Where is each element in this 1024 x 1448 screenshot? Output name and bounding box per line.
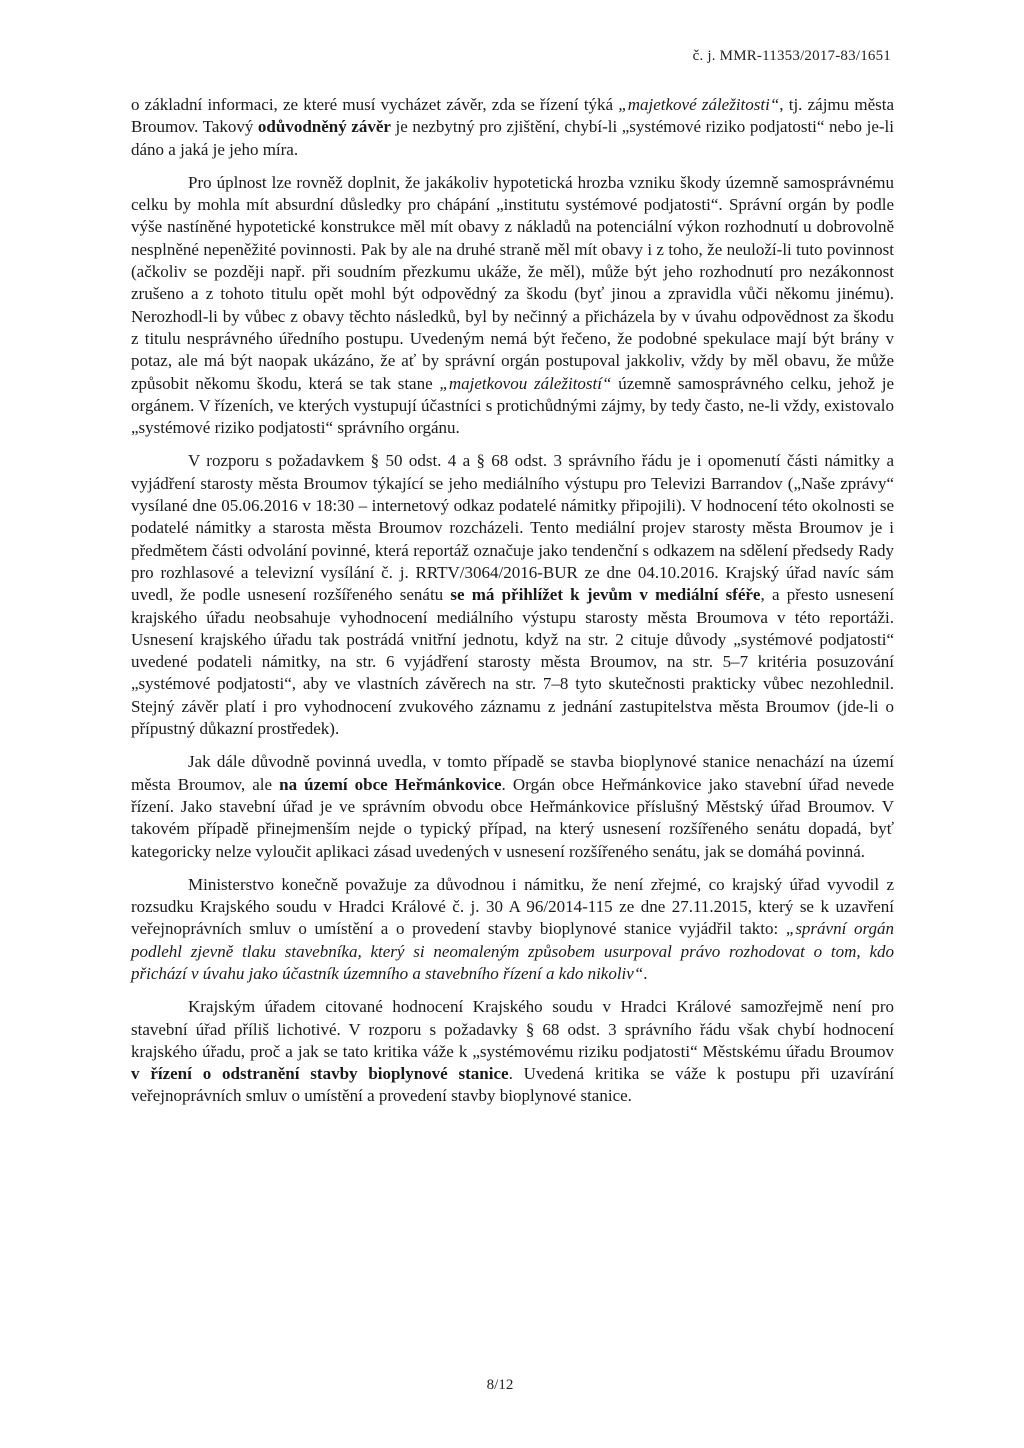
text-run: , a přesto usnesení krajského úřadu neobsahuje vyhodnocení mediálního výstupu starosty města Broumova v této reportáži. Usnesení krajského úřadu tak postrádá vnitřní jednotu, když na str. 2 cituje důvody „systémové podjatosti“ uvedené podateli námitky, na str. 6 vyjádření starosty města Broumov, na str. 5–7 kritéria posuzování „systémové podjatosti“, aby ve vlastních závěrech na str. 7–8 tyto skutečnosti prakticky vůbec nezohlednil. Stejný závěr platí i pro vyhodnocení zvukového záznamu z jednání zastupitelstva města Broumov (jde-li o přípustný důkazní prostředek). xyxy=(131,585,894,739)
page-number: 8/12 xyxy=(486,1377,514,1393)
paragraph xyxy=(131,94,894,161)
text-run: o základní informaci, ze které musí vycházet závěr, zda se řízení týká xyxy=(131,95,619,114)
paragraph xyxy=(131,751,894,862)
text-run: . Orgán obce Heřmánkovice jako stavební úřad nevede řízení. Jako stavební úřad je ve správním obvodu obce Heřmánkovice příslušný Městský úřad Broumov. V takovém případě přinejmenším nejde o typický případ, na který usnesení rozšířeného senátu dopadá, byť kategoricky nelze vyloučit aplikaci zásad uvedených v usnesení rozšířeného senátu, jak se domáhá povinná. xyxy=(131,774,894,861)
quoted-text: „majetkovou záležitostí“ xyxy=(439,373,612,393)
paragraph xyxy=(131,450,894,740)
bold-text: se má přihlížet k jevům v mediální sféře xyxy=(450,585,761,605)
quoted-text: „správní orgán podlehl zjevně tlaku stavebníka, který si neomaleným způsobem usurpoval právo rozhodovat o tom, kdo přichází v úvahu jako účastník územního a stavebního řízení a kdo nikoliv“ xyxy=(131,919,894,983)
bold-text: na území obce Heřmánkovice xyxy=(279,774,502,794)
text-run: , tj. zájmu města Broumov. Takový xyxy=(131,95,894,137)
reference-number: č. j. MMR-11353/2017-83/1651 xyxy=(692,48,891,64)
text-run: . Uvedená kritika se váže k postupu při uzavírání veřejnoprávních smluv o umístění a provedení stavby bioplynové stanice. xyxy=(131,1064,895,1106)
quoted-text: „majetkové záležitosti“ xyxy=(618,95,780,114)
text-run: . xyxy=(643,963,648,983)
text-run: je nezbytný pro zjištění, chybí-li „systémové riziko podjatosti“ nebo je-li dáno a jaká je jeho míra. xyxy=(131,117,894,159)
text-run: Krajským úřadem citované hodnocení Krajského soudu v Hradci Králové samozřejmě není pro stavební úřad příliš lichotivé. V rozporu s požadavky § 68 odst. 3 správního řádu však chybí hodnocení krajského úřadu, proč a jak se tato kritika váže k „systémovému riziku podjatosti“ Městskému úřadu Broumov xyxy=(131,997,894,1061)
text-run: územně samosprávného celku, jehož je orgánem. V řízeních, ve kterých vystupují účastníci s protichůdnými zájmy, by tedy často, ne-li vždy, existovalo „systémové riziko podjatosti“ správního orgánu. xyxy=(131,373,895,438)
bold-text: v řízení o odstranění stavby bioplynové stanice xyxy=(131,1064,509,1084)
paragraph xyxy=(131,874,894,985)
text-run: Jak dále důvodně povinná uvedla, v tomto případě se stavba bioplynové stanice nenachází na území města Broumov, ale xyxy=(131,752,894,794)
text-run: Pro úplnost lze rovněž doplnit, že jakákoliv hypotetická hrozba vzniku škody územně samosprávnému celku by mohla mít absurdní důsledky pro chápání „institutu systémové podjatosti“. Správní orgán by podle výše nastíněné hypotetické konstrukce měl mít obavy z nákladů na potenciální výkon rozhodnutí u dobrovolně nesplněné nepeněžité povinnosti. Pak by ale na druhé straně měl mít obavy i z toho, že neuloží-li tuto povinnost (ačkoliv se později např. při soudním přezkumu ukáže, že měl), může být jeho rozhodnutí pro nezákonnost zrušeno a z tohoto titulu opět mohl být odpovědný za škodu (byť jinou a zpravidla vůči někomu jinému). Nerozhodl-li by vůbec z obavy těchto následků, byl by nečinný a přicházela by v úvahu odpovědnost za škodu z titulu nesprávného úředního postupu. Uvedeným nemá být řečeno, že podobné spekulace mají být brány v potaz, ale má být naopak ukázáno, že ať by správní orgán postupoval jakkoliv, vždy by měl obavu, že může způsobit někomu škodu, která se tak stane xyxy=(131,172,894,393)
paragraph xyxy=(131,996,894,1107)
page-footer xyxy=(0,1377,1024,1394)
paragraph xyxy=(131,172,894,440)
document-body xyxy=(131,94,894,1108)
text-run: V rozporu s požadavkem § 50 odst. 4 a § 68 odst. 3 správního řádu je i opomenutí části námitky a vyjádření starosty města Broumov týkající se jeho mediálního výstupu pro Televizi Barrandov („Naše zprávy“ vysílané dne 05.06.2016 v 18:30 – internetový odkaz podatelé námitky připojili). V hodnocení této okolnosti se podatelé námitky a starosta města Broumov rozcházeli. Tento mediální projev starosty města Broumov je i předmětem části odvolání povinné, která reportáž označuje jako tendenční s odkazem na sdělení předsedy Rady pro rozhlasové a televizní vysílání č. j. RRTV/3064/2016-BUR ze dne 04.10.2016. Krajský úřad navíc sám uvedl, že podle usnesení rozšířeného senátu xyxy=(131,451,894,605)
text-run: Ministerstvo konečně považuje za důvodnou i námitku, že není zřejmé, co krajský úřad vyvodil z rozsudku Krajského soudu v Hradci Králové č. j. 30 A 96/2014-115 ze dne 27.11.2015, který se k uzavření veřejnoprávních smluv o umístění a o provedení stavby bioplynové stanice vyjádřil takto: xyxy=(131,874,894,939)
bold-text: odůvodněný závěr xyxy=(257,117,391,137)
